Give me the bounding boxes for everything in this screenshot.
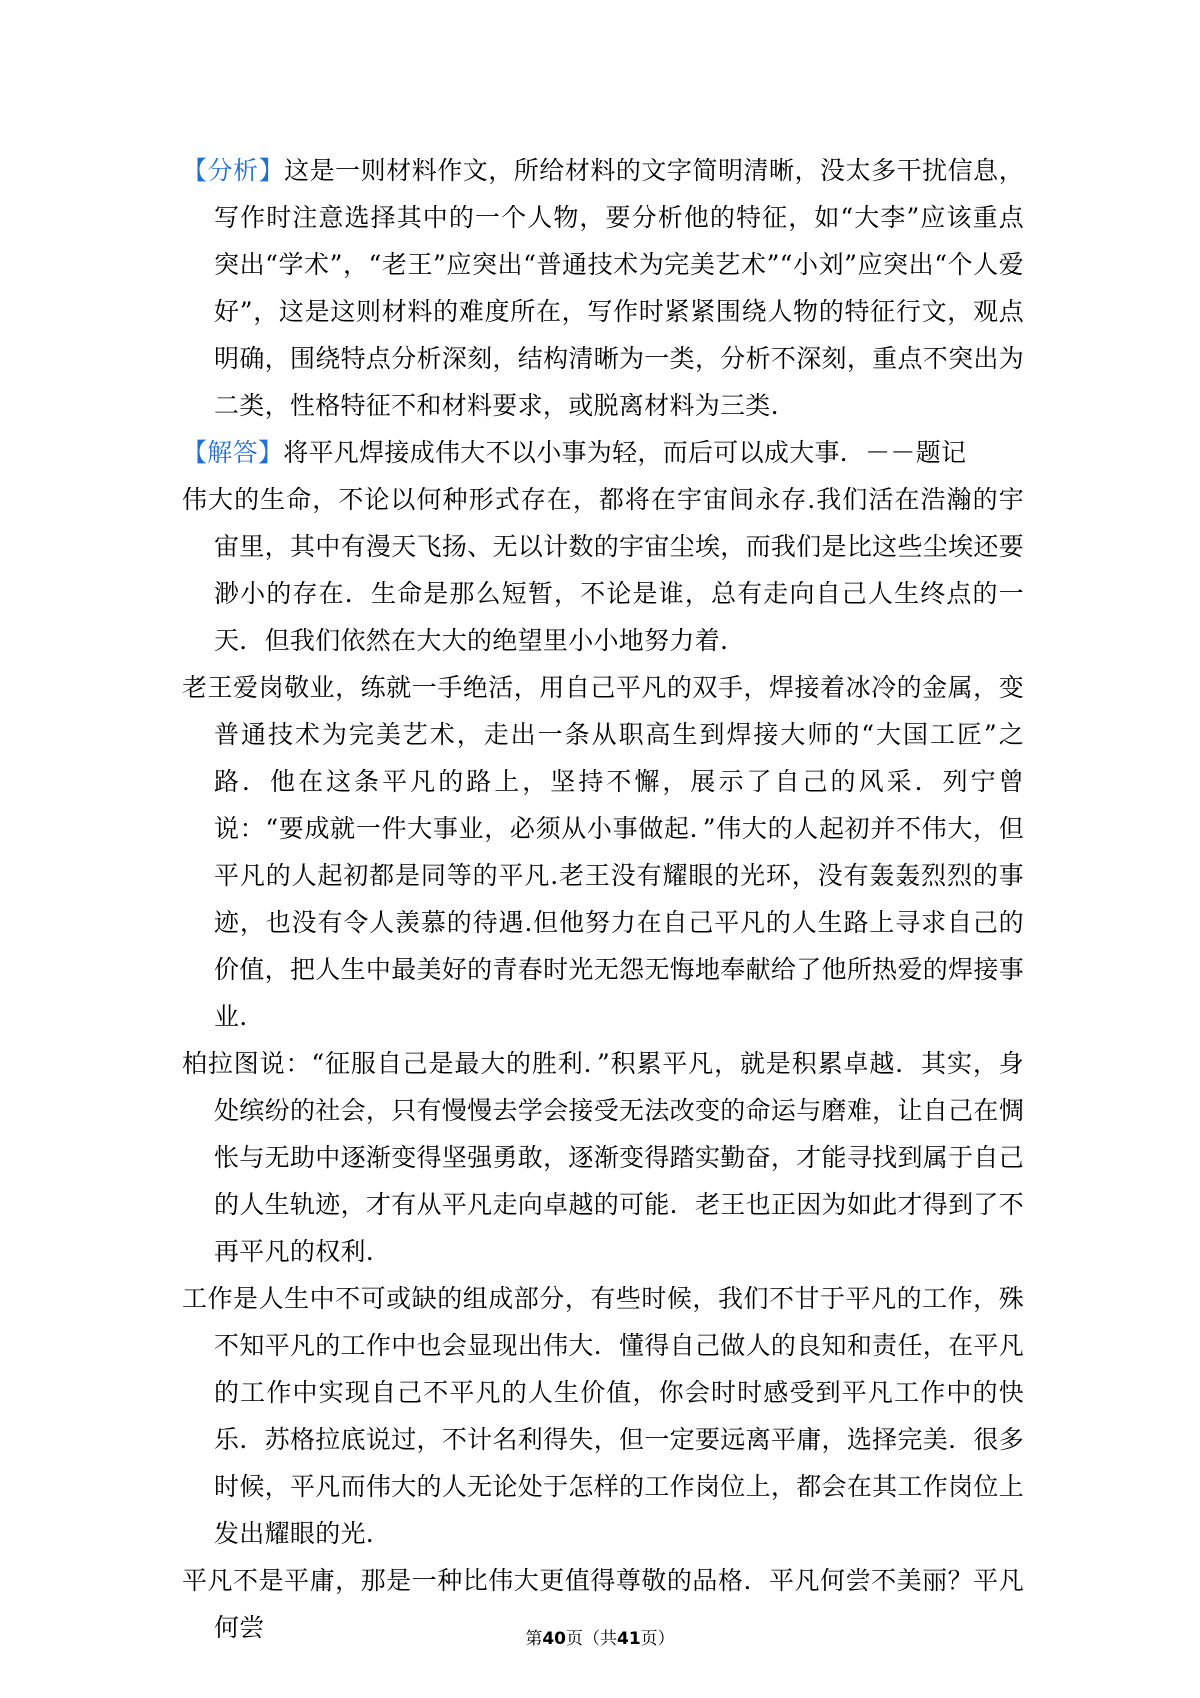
footer-suffix: 页）	[640, 1629, 675, 1649]
analysis-tag: 【分析】	[182, 156, 285, 185]
footer-middle: 页（共	[566, 1629, 617, 1649]
analysis-paragraph	[182, 147, 1024, 429]
essay-paragraph-1: 伟大的生命，不论以何种形式存在，都将在宇宙间永存.我们活在浩瀚的宇宙里，其中有漫天飞扬、无以计数的宇宙尘埃，而我们是比这些尘埃还要渺小的存在．生命是那么短暂，不论是谁，总有走向自己人生终点的一天．但我们依然在大大的绝望里小小地努力着.	[182, 485, 1024, 655]
analysis-text: 这是一则材料作文，所给材料的文字简明清晰，没太多干扰信息，写作时注意选择其中的一个人物，要分析他的特征，如“大李”应该重点突出“学术”，“老王”应突出“普通技术为完美艺术”“小刘”应突出“个人爱好”，这是这则材料的难度所在，写作时紧紧围绕人物的特征行文，观点明确，围绕特点分析深刻，结构清晰为一类，分析不深刻，重点不突出为二类，性格特征不和材料要求，或脱离材料为三类.	[214, 156, 1025, 420]
footer-page-number: 40	[542, 1629, 566, 1649]
essay-paragraph-5: 平凡不是平庸，那是一种比伟大更值得尊敬的品格．平凡何尝不美丽？平凡何尝	[182, 1566, 1024, 1642]
answer-tag: 【解答】	[182, 438, 284, 467]
footer-total-pages: 41	[617, 1629, 641, 1649]
essay-paragraph-2: 老王爱岗敬业，练就一手绝活，用自己平凡的双手，焊接着冰冷的金属，变普通技术为完美艺术，走出一条从职高生到焊接大师的“大国工匠”之路．他在这条平凡的路上，坚持不懈，展示了自己的风采．列宁曾说：“要成就一件大事业，必须从小事做起．”伟大的人起初并不伟大，但平凡的人起初都是同等的平凡.老王没有耀眼的光环，没有轰轰烈烈的事迹，也没有令人羡慕的待遇.但他努力在自己平凡的人生路上寻求自己的价值，把人生中最美好的青春时光无怨无悔地奉献给了他所热爱的焊接事业.	[182, 673, 1024, 1031]
answer-text: 将平凡焊接成伟大不以小事为轻，而后可以成大事．－－题记	[283, 438, 967, 467]
essay-paragraph-3: 柏拉图说：“征服自己是最大的胜利．”积累平凡，就是积累卓越．其实，身处缤纷的社会，只有慢慢去学会接受无法改变的命运与磨难，让自己在惆怅与无助中逐渐变得坚强勇敢，逐渐变得踏实勤奋，才能寻找到属于自己的人生轨迹，才有从平凡走向卓越的可能．老王也正因为如此才得到了不再平凡的权利.	[182, 1049, 1024, 1266]
footer-prefix: 第	[525, 1629, 543, 1649]
answer-paragraph	[182, 429, 1024, 476]
page-footer	[0, 1624, 1200, 1649]
document-body	[182, 147, 1024, 1651]
essay-paragraph-4: 工作是人生中不可或缺的组成部分，有些时候，我们不甘于平凡的工作，殊不知平凡的工作中也会显现出伟大．懂得自己做人的良知和责任，在平凡的工作中实现自己不平凡的人生价值，你会时时感受到平凡工作中的快乐．苏格拉底说过，不计名利得失，但一定要远离平庸，选择完美．很多时候，平凡而伟大的人无论处于怎样的工作岗位上，都会在其工作岗位上发出耀眼的光.	[182, 1284, 1024, 1548]
